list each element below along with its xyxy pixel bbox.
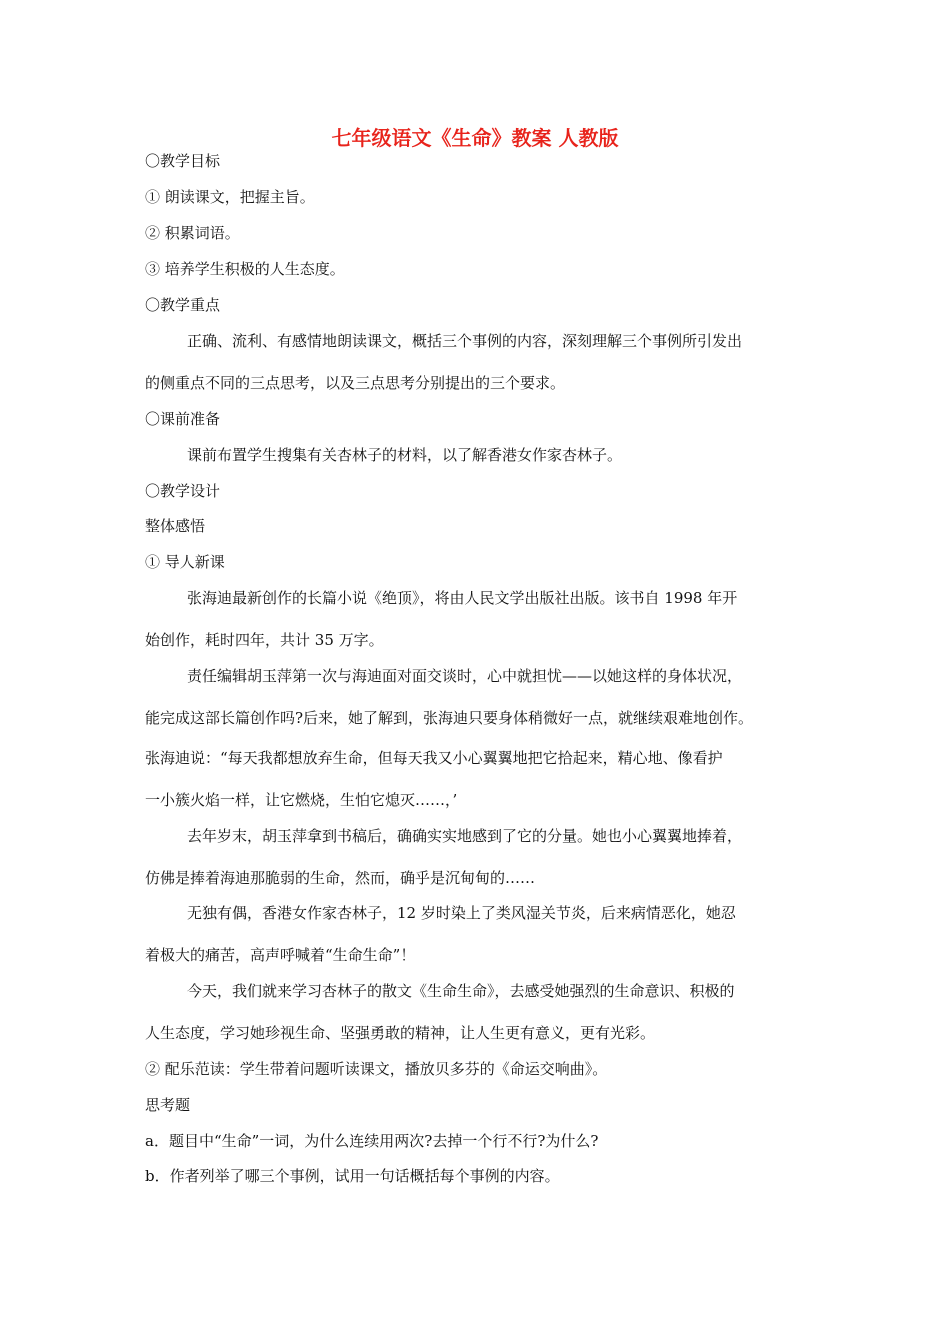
subsection-heading: 整体感悟 bbox=[145, 517, 206, 535]
paragraph-line: 今天，我们就来学习杏林子的散文《生命生命》，去感受她强烈的生命意识、积极的 bbox=[187, 982, 735, 1000]
list-item: ① 导人新课 bbox=[145, 553, 225, 571]
paragraph-line: 的侧重点不同的三点思考，以及三点思考分别提出的三个要求。 bbox=[145, 374, 566, 392]
paragraph-line: 着极大的痛苦，高声呼喊着“生命生命”！ bbox=[145, 946, 416, 964]
objective-item-3: ③ 培养学生积极的人生态度。 bbox=[145, 260, 345, 278]
list-item: ② 配乐范读：学生带着问题听读课文，播放贝多芬的《命运交响曲》。 bbox=[145, 1060, 608, 1078]
paragraph-line: 能完成这部长篇创作吗?后来，她了解到，张海迪只要身体稍微好一点，就继续艰难地创作。 bbox=[145, 709, 754, 727]
paragraph-line: 张海迪最新创作的长篇小说《绝顶》，将由人民文学出版社出版。该书自 1998 年开 bbox=[187, 589, 738, 607]
subsection-heading: 思考题 bbox=[145, 1096, 191, 1114]
paragraph-line: 正确、流利、有感情地朗读课文，概括三个事例的内容，深刻理解三个事例所引发出 bbox=[187, 332, 743, 350]
objective-item-1: ① 朗读课文，把握主旨。 bbox=[145, 188, 315, 206]
question-item-a: a．题目中“生命”一词，为什么连续用两次?去掉一个行不行?为什么? bbox=[145, 1132, 599, 1150]
paragraph-line: 始创作，耗时四年，共计 35 万字。 bbox=[145, 631, 384, 649]
paragraph-line: 人生态度，学习她珍视生命、坚强勇敢的精神，让人生更有意义，更有光彩。 bbox=[145, 1024, 656, 1042]
paragraph-line: 一小簇火焰一样，让它燃烧，生怕它熄灭……，’ bbox=[145, 791, 458, 809]
paragraph-line: 无独有偶，香港女作家杏林子，12 岁时染上了类风湿关节炎，后来病情恶化，她忍 bbox=[187, 904, 736, 922]
section-heading-key-points: 〇教学重点 bbox=[145, 296, 221, 314]
paragraph-line: 责任编辑胡玉萍第一次与海迪面对面交谈时，心中就担忧——以她这样的身体状况， bbox=[187, 667, 743, 685]
section-heading-design: 〇教学设计 bbox=[145, 482, 221, 500]
paragraph-line: 仿佛是捧着海迪那脆弱的生命，然而，确乎是沉甸甸的…… bbox=[145, 869, 536, 887]
question-item-b: b．作者列举了哪三个事例，试用一句话概括每个事例的内容。 bbox=[145, 1167, 560, 1185]
paragraph-line: 课前布置学生搜集有关杏林子的材料，以了解香港女作家杏林子。 bbox=[187, 446, 623, 464]
objective-item-2: ② 积累词语。 bbox=[145, 224, 240, 242]
paragraph-line: 去年岁末，胡玉萍拿到书稿后，确确实实地感到了它的分量。她也小心翼翼地捧着， bbox=[187, 827, 743, 845]
section-heading-objectives: 〇教学目标 bbox=[145, 152, 221, 170]
section-heading-preparation: 〇课前准备 bbox=[145, 410, 221, 428]
document-title: 七年级语文《生命》教案 人教版 bbox=[331, 126, 619, 150]
paragraph-line: 张海迪说：“每天我都想放弃生命，但每天我又小心翼翼地把它拾起来，精心地、像看护 bbox=[145, 749, 723, 767]
